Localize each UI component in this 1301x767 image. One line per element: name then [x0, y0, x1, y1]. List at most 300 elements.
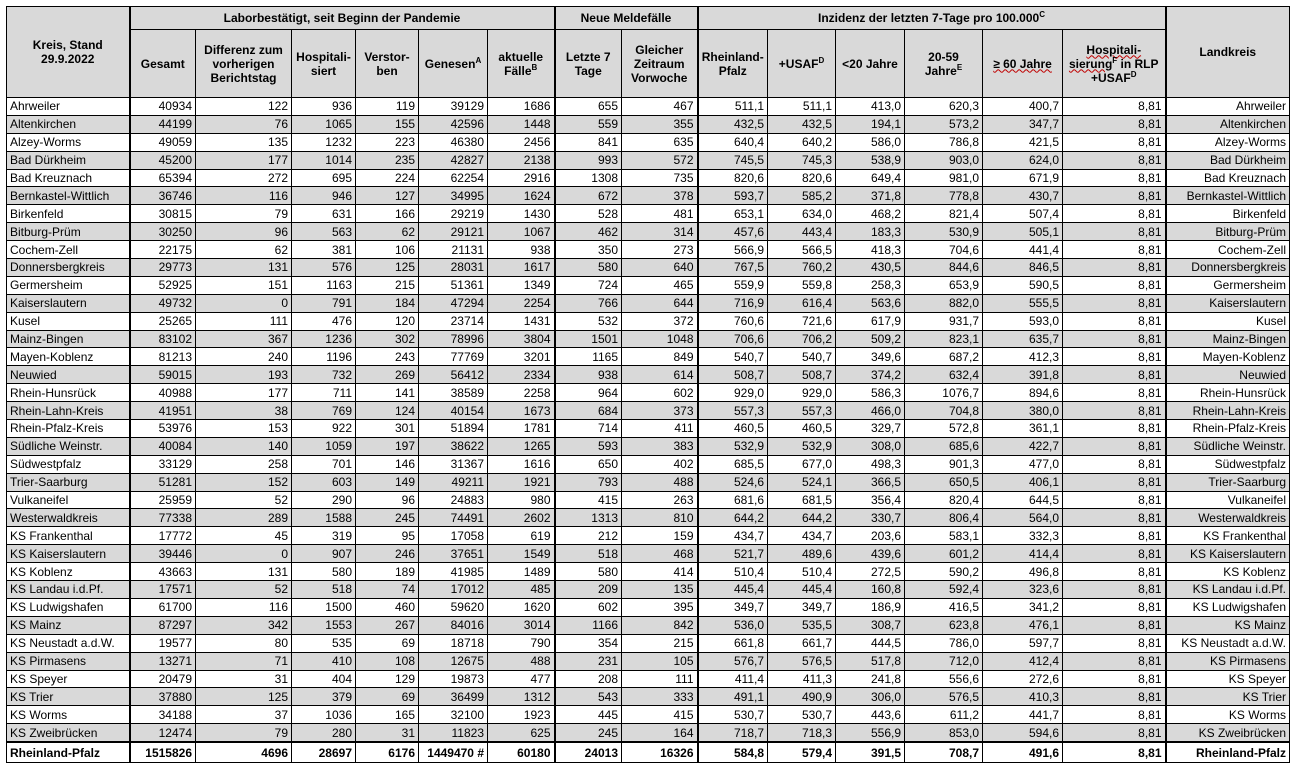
table-row [7, 205, 1290, 223]
table-cell: 584,8 [698, 742, 768, 763]
table-cell: 644 [622, 294, 698, 312]
table-cell: 135 [622, 581, 698, 599]
table-cell: 853,0 [905, 724, 983, 742]
table-cell: 111 [196, 312, 292, 330]
table-row [7, 581, 1290, 599]
table-cell: 46380 [419, 133, 488, 151]
table-cell: 1500 [292, 598, 356, 616]
column-header-label: ≥ 60 Jahre [993, 56, 1052, 71]
table-cell: 1236 [292, 330, 356, 348]
row-kreis-name: KS Ludwigshafen [7, 598, 130, 616]
column-header [130, 30, 196, 98]
column-header-sup: E [956, 62, 963, 72]
row-landkreis-name: Ahrweiler [1166, 98, 1290, 116]
table-cell: 907 [292, 545, 356, 563]
row-kreis-name: Rhein-Pfalz-Kreis [7, 420, 130, 438]
column-header-label: 20-59 Jahre [924, 49, 959, 78]
table-cell: 404 [292, 670, 356, 688]
row-kreis-name: KS Landau i.d.Pf. [7, 581, 130, 599]
table-cell: 333 [622, 688, 698, 706]
table-cell: 40084 [130, 437, 196, 455]
row-landkreis-name: KS Worms [1166, 706, 1290, 724]
table-cell: 820,4 [905, 491, 983, 509]
column-header-sup: B [531, 62, 538, 72]
table-cell: 208 [555, 670, 622, 688]
table-cell: 400,7 [983, 98, 1063, 116]
table-cell: 203,6 [836, 527, 905, 545]
table-cell: 530,7 [698, 706, 768, 724]
table-cell: 1165 [555, 348, 622, 366]
table-cell: 38622 [419, 437, 488, 455]
row-kreis-name: Cochem-Zell [7, 241, 130, 259]
row-landkreis-name: KS Kaiserslautern [1166, 545, 1290, 563]
table-row [7, 455, 1290, 473]
row-landkreis-name: Kusel [1166, 312, 1290, 330]
table-cell: 8,81 [1063, 294, 1166, 312]
table-cell: 40988 [130, 384, 196, 402]
column-header-sup: D [818, 55, 825, 65]
row-landkreis-name: Bad Dürkheim [1166, 151, 1290, 169]
table-cell: 8,81 [1063, 455, 1166, 473]
corner-title: Kreis, Stand 29.9.2022 [7, 7, 130, 98]
table-cell: 8,81 [1063, 652, 1166, 670]
table-cell: 45 [196, 527, 292, 545]
table-cell: 3014 [488, 616, 555, 634]
table-cell: 532,9 [698, 437, 768, 455]
table-cell: 444,5 [836, 634, 905, 652]
table-cell: 273 [622, 241, 698, 259]
column-header-sup: A [475, 55, 482, 65]
table-cell: 258 [196, 455, 292, 473]
table-cell: 1686 [488, 98, 555, 116]
row-landkreis-name: Kaiserslautern [1166, 294, 1290, 312]
row-landkreis-name: Trier-Saarburg [1166, 473, 1290, 491]
table-cell: 395 [622, 598, 698, 616]
row-kreis-name: KS Speyer [7, 670, 130, 688]
table-cell: 131 [196, 563, 292, 581]
table-cell: 8,81 [1063, 742, 1166, 763]
table-cell: 361,1 [983, 420, 1063, 438]
column-header-label: +USAF [778, 56, 819, 71]
table-cell: 524,6 [698, 473, 768, 491]
table-cell: 745,5 [698, 151, 768, 169]
row-landkreis-name: Birkenfeld [1166, 205, 1290, 223]
table-cell: 240 [196, 348, 292, 366]
table-cell: 45200 [130, 151, 196, 169]
table-cell: 8,81 [1063, 223, 1166, 241]
table-cell: 380,0 [983, 402, 1063, 420]
table-cell: 661,7 [768, 634, 836, 652]
table-cell: 572,8 [905, 420, 983, 438]
table-cell: 1048 [622, 330, 698, 348]
row-landkreis-name: Rhein-Pfalz-Kreis [1166, 420, 1290, 438]
table-cell: 510,4 [698, 563, 768, 581]
total-row [7, 742, 1290, 763]
table-row [7, 527, 1290, 545]
row-kreis-name: Trier-Saarburg [7, 473, 130, 491]
table-cell: 632,4 [905, 366, 983, 384]
table-row [7, 384, 1290, 402]
table-cell: 2456 [488, 133, 555, 151]
table-cell: 28031 [419, 259, 488, 277]
table-cell: 8,81 [1063, 169, 1166, 187]
table-cell: 557,3 [768, 402, 836, 420]
table-cell: 1059 [292, 437, 356, 455]
table-cell: 8,81 [1063, 259, 1166, 277]
column-header [488, 30, 555, 98]
table-cell: 938 [555, 366, 622, 384]
table-cell: 434,7 [698, 527, 768, 545]
table-cell: 381 [292, 241, 356, 259]
column-header-label: Gesamt [140, 56, 185, 71]
row-kreis-name: Bad Dürkheim [7, 151, 130, 169]
table-cell: 19873 [419, 670, 488, 688]
table-cell: 677,0 [768, 455, 836, 473]
table-cell: 16326 [622, 742, 698, 763]
table-cell: 644,2 [768, 509, 836, 527]
table-cell: 443,6 [836, 706, 905, 724]
table-cell: 8,81 [1063, 634, 1166, 652]
table-cell: 1430 [488, 205, 555, 223]
table-cell: 8,81 [1063, 330, 1166, 348]
table-row [7, 688, 1290, 706]
table-cell: 590,2 [905, 563, 983, 581]
table-cell: 535,5 [768, 616, 836, 634]
table-cell: 1349 [488, 276, 555, 294]
row-kreis-name: KS Worms [7, 706, 130, 724]
table-cell: 601,2 [905, 545, 983, 563]
table-cell: 2334 [488, 366, 555, 384]
table-row [7, 670, 1290, 688]
table-cell: 23714 [419, 312, 488, 330]
row-kreis-name: KS Frankenthal [7, 527, 130, 545]
table-cell: 52 [196, 581, 292, 599]
table-cell: 8,81 [1063, 420, 1166, 438]
table-cell: 823,1 [905, 330, 983, 348]
column-header [356, 30, 419, 98]
table-cell: 488 [622, 473, 698, 491]
table-cell: 511,1 [768, 98, 836, 116]
table-cell: 289 [196, 509, 292, 527]
table-cell: 793 [555, 473, 622, 491]
table-cell: 308,7 [836, 616, 905, 634]
row-landkreis-name: Alzey-Worms [1166, 133, 1290, 151]
table-cell: 165 [356, 706, 419, 724]
table-cell: 556,6 [905, 670, 983, 688]
table-cell: 416,5 [905, 598, 983, 616]
table-cell: 36499 [419, 688, 488, 706]
table-cell: 159 [622, 527, 698, 545]
table-cell: 681,6 [698, 491, 768, 509]
table-cell: 306,0 [836, 688, 905, 706]
table-cell: 806,4 [905, 509, 983, 527]
table-cell: 557,3 [698, 402, 768, 420]
table-cell: 125 [196, 688, 292, 706]
table-cell: 141 [356, 384, 419, 402]
table-row [7, 276, 1290, 294]
table-cell: 406,1 [983, 473, 1063, 491]
table-cell: 844,6 [905, 259, 983, 277]
table-cell: 594,6 [983, 724, 1063, 742]
table-row [7, 330, 1290, 348]
table-cell: 842 [622, 616, 698, 634]
table-cell: 841 [555, 133, 622, 151]
table-cell: 732 [292, 366, 356, 384]
column-header-label: Differenz zum vorherigen Berichtstag [204, 42, 283, 85]
table-cell: 532 [555, 312, 622, 330]
table-cell: 414 [622, 563, 698, 581]
table-cell: 189 [356, 563, 419, 581]
table-cell: 445 [555, 706, 622, 724]
table-row [7, 598, 1290, 616]
table-cell: 215 [622, 634, 698, 652]
table-cell: 119 [356, 98, 419, 116]
table-cell: 38 [196, 402, 292, 420]
table-cell: 8,81 [1063, 133, 1166, 151]
table-row [7, 420, 1290, 438]
table-cell: 59620 [419, 598, 488, 616]
table-cell: 111 [622, 670, 698, 688]
row-kreis-name: KS Neustadt a.d.W. [7, 634, 130, 652]
table-cell: 685,6 [905, 437, 983, 455]
table-row [7, 563, 1290, 581]
table-cell: 235 [356, 151, 419, 169]
table-cell: 655 [555, 98, 622, 116]
row-landkreis-name: KS Frankenthal [1166, 527, 1290, 545]
table-row [7, 706, 1290, 724]
table-cell: 481 [622, 205, 698, 223]
column-header-sup: D [1130, 69, 1137, 79]
table-cell: 8,81 [1063, 151, 1166, 169]
table-cell: 586,0 [836, 133, 905, 151]
table-cell: 564,0 [983, 509, 1063, 527]
table-cell: 572 [622, 151, 698, 169]
table-cell: 96 [356, 491, 419, 509]
table-cell: 108 [356, 652, 419, 670]
table-row [7, 724, 1290, 742]
table-cell: 13271 [130, 652, 196, 670]
table-cell: 3201 [488, 348, 555, 366]
row-landkreis-name: Bad Kreuznach [1166, 169, 1290, 187]
table-cell: 701 [292, 455, 356, 473]
table-cell: 894,6 [983, 384, 1063, 402]
table-cell: 603 [292, 473, 356, 491]
table-cell: 116 [196, 187, 292, 205]
table-cell: 8,81 [1063, 187, 1166, 205]
table-cell: 721,6 [768, 312, 836, 330]
row-kreis-name: Altenkirchen [7, 115, 130, 133]
table-cell: 193 [196, 366, 292, 384]
table-cell: 410,3 [983, 688, 1063, 706]
table-cell: 8,81 [1063, 205, 1166, 223]
table-cell: 131 [196, 259, 292, 277]
row-kreis-name: Donnersbergkreis [7, 259, 130, 277]
table-cell: 477,0 [983, 455, 1063, 473]
table-cell: 820,6 [698, 169, 768, 187]
table-cell: 140 [196, 437, 292, 455]
table-cell: 661,8 [698, 634, 768, 652]
table-cell: 695 [292, 169, 356, 187]
row-kreis-name: Kusel [7, 312, 130, 330]
table-cell: 29773 [130, 259, 196, 277]
table-cell: 1431 [488, 312, 555, 330]
column-header-label: Letzte 7 Tage [565, 49, 611, 78]
table-cell: 1549 [488, 545, 555, 563]
table-cell: 24883 [419, 491, 488, 509]
table-cell: 559,8 [768, 276, 836, 294]
table-cell: 355 [622, 115, 698, 133]
table-cell: 716,9 [698, 294, 768, 312]
table-cell: 8,81 [1063, 437, 1166, 455]
table-cell: 183,3 [836, 223, 905, 241]
table-cell: 2602 [488, 509, 555, 527]
table-cell: 349,6 [836, 348, 905, 366]
table-cell: 623,8 [905, 616, 983, 634]
table-cell: 12675 [419, 652, 488, 670]
table-cell: 308,0 [836, 437, 905, 455]
table-cell: 468,2 [836, 205, 905, 223]
table-cell: 488 [488, 652, 555, 670]
table-cell: 580 [292, 563, 356, 581]
table-cell: 718,3 [768, 724, 836, 742]
table-cell: 314 [622, 223, 698, 241]
table-cell: 1673 [488, 402, 555, 420]
table-cell: 6176 [356, 742, 419, 763]
table-cell: 602 [555, 598, 622, 616]
table-cell: 508,7 [768, 366, 836, 384]
table-cell: 184 [356, 294, 419, 312]
table-cell: 33129 [130, 455, 196, 473]
table-cell: 34188 [130, 706, 196, 724]
table-cell: 460 [356, 598, 419, 616]
landkreis-header: Landkreis [1166, 7, 1290, 98]
table-cell: 1781 [488, 420, 555, 438]
table-cell: 60180 [488, 742, 555, 763]
table-cell: 272,5 [836, 563, 905, 581]
table-cell: 566,9 [698, 241, 768, 259]
table-cell: 434,7 [768, 527, 836, 545]
row-kreis-name: Südwestpfalz [7, 455, 130, 473]
table-cell: 411 [622, 420, 698, 438]
table-cell: 415 [555, 491, 622, 509]
column-header-label: in RLP +USAF [1091, 56, 1159, 85]
column-header [1063, 30, 1166, 98]
table-cell: 593,7 [698, 187, 768, 205]
table-cell: 1065 [292, 115, 356, 133]
table-cell: 17772 [130, 527, 196, 545]
group-inzidenz-label: Inzidenz der letzten 7-Tage pro 100.000 [818, 11, 1040, 25]
table-cell: 8,81 [1063, 616, 1166, 634]
table-cell: 602 [622, 384, 698, 402]
table-cell: 243 [356, 348, 419, 366]
table-row [7, 294, 1290, 312]
table-cell: 559 [555, 115, 622, 133]
column-header-label: Hospitali-siert [296, 49, 351, 78]
table-cell: 8,81 [1063, 473, 1166, 491]
table-cell: 724 [555, 276, 622, 294]
table-cell: 267 [356, 616, 419, 634]
table-cell: 302 [356, 330, 419, 348]
table-cell: 614 [622, 366, 698, 384]
table-cell: 52925 [130, 276, 196, 294]
table-cell: 330,7 [836, 509, 905, 527]
table-cell: 31 [356, 724, 419, 742]
table-cell: 929,0 [698, 384, 768, 402]
table-cell: 704,8 [905, 402, 983, 420]
table-cell: 280 [292, 724, 356, 742]
row-kreis-name: KS Kaiserslautern [7, 545, 130, 563]
table-cell: 224 [356, 169, 419, 187]
table-cell: 1166 [555, 616, 622, 634]
column-header-label: aktuelle Fälle [498, 49, 544, 78]
table-row [7, 473, 1290, 491]
table-cell: 367 [196, 330, 292, 348]
table-cell: 19577 [130, 634, 196, 652]
table-cell: 81213 [130, 348, 196, 366]
group-inzidenz-sup: C [1039, 10, 1045, 19]
table-cell: 8,81 [1063, 688, 1166, 706]
column-header-label: Hospitali-sierung [1068, 42, 1142, 71]
table-cell: 786,8 [905, 133, 983, 151]
table-cell: 49059 [130, 133, 196, 151]
table-cell: 39129 [419, 98, 488, 116]
row-landkreis-name: Donnersbergkreis [1166, 259, 1290, 277]
table-cell: 164 [622, 724, 698, 742]
table-cell: 42827 [419, 151, 488, 169]
row-landkreis-name: KS Trier [1166, 688, 1290, 706]
table-row [7, 348, 1290, 366]
row-kreis-name: Kaiserslautern [7, 294, 130, 312]
row-kreis-name: Bernkastel-Wittlich [7, 187, 130, 205]
table-cell: 981,0 [905, 169, 983, 187]
table-cell: 76 [196, 115, 292, 133]
table-cell: 391,5 [836, 742, 905, 763]
table-cell: 56412 [419, 366, 488, 384]
row-landkreis-name: KS Landau i.d.Pf. [1166, 581, 1290, 599]
table-cell: 760,6 [698, 312, 768, 330]
table-cell: 616,4 [768, 294, 836, 312]
table-cell: 580 [555, 563, 622, 581]
table-cell: 704,6 [905, 241, 983, 259]
table-cell: 32100 [419, 706, 488, 724]
table-cell: 49732 [130, 294, 196, 312]
table-cell: 96 [196, 223, 292, 241]
table-cell: 79 [196, 205, 292, 223]
table-cell: 441,7 [983, 706, 1063, 724]
table-cell: 1163 [292, 276, 356, 294]
table-cell: 95 [356, 527, 419, 545]
table-cell: 460,5 [698, 420, 768, 438]
table-cell: 929,0 [768, 384, 836, 402]
table-cell: 80 [196, 634, 292, 652]
table-cell: 538,9 [836, 151, 905, 169]
table-cell: 2254 [488, 294, 555, 312]
table-cell: 372 [622, 312, 698, 330]
table-cell: 410 [292, 652, 356, 670]
table-cell: 1588 [292, 509, 356, 527]
table-cell: 39446 [130, 545, 196, 563]
table-cell: 8,81 [1063, 527, 1166, 545]
table-cell: 152 [196, 473, 292, 491]
table-cell: 706,2 [768, 330, 836, 348]
table-row [7, 133, 1290, 151]
table-cell: 597,7 [983, 634, 1063, 652]
table-cell: 576,5 [905, 688, 983, 706]
table-cell: 592,4 [905, 581, 983, 599]
table-cell: 28697 [292, 742, 356, 763]
table-cell: 356,4 [836, 491, 905, 509]
table-cell: 422,7 [983, 437, 1063, 455]
